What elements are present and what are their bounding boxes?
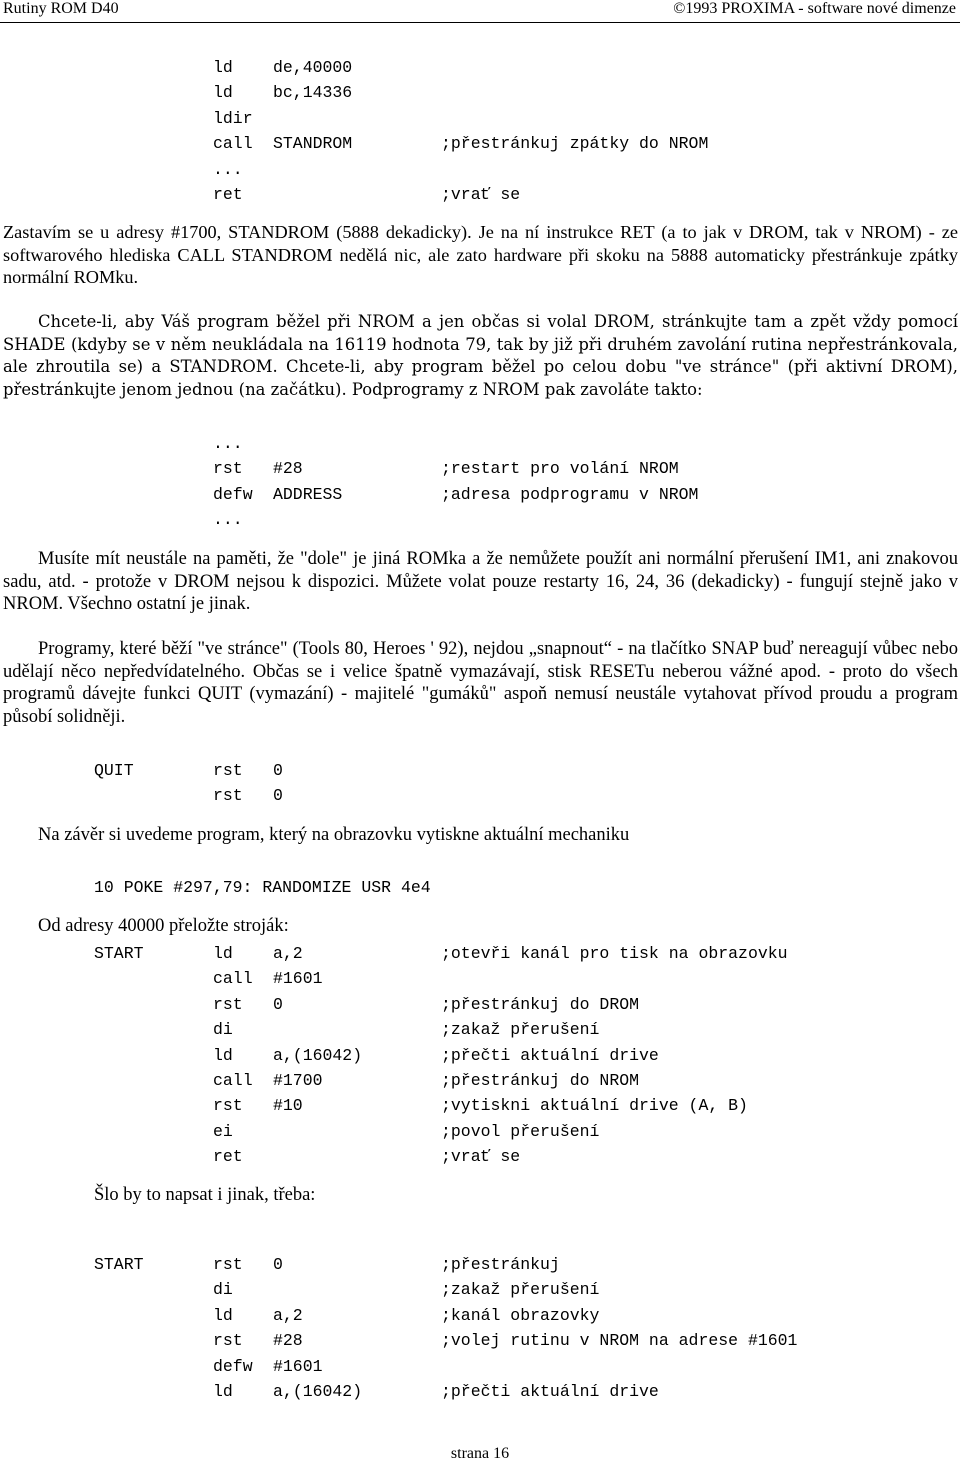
code-mnemonic: ...	[213, 510, 243, 530]
code-operand: a,(16042)	[273, 1045, 363, 1065]
page-header	[0, 0, 960, 23]
code-comment: ;povol přerušení	[441, 1121, 600, 1141]
code-line	[0, 55, 960, 80]
paragraph-2: Chcete-li, aby Váš program běžel při NROM a jen občas si volal DROM, stránkujte tam a zpět vždy pomocí SHADE (kdyby se v něm neukládala na 16119 hodnota 79, tak by již při druhém zavolání rutina nepřestránkovala, ale zhroutila se) a STANDROM. Chcete-li, aby program běžel po celou dobu "ve stránce" (při aktivní DROM), přestránkujte jenom jednou (na začátku). Podprogramy z NROM pak zavoláte takto:	[3, 312, 958, 400]
code-label: START	[94, 944, 144, 963]
code-label: QUIT	[94, 761, 134, 780]
paragraph-6: Od adresy 40000 přeložte stroják:	[38, 916, 289, 936]
code-block-5	[0, 1252, 960, 1404]
code-operand: #28	[273, 1331, 303, 1351]
code-line	[0, 1093, 960, 1118]
code-line	[0, 106, 960, 131]
code-mnemonic: ld	[213, 1381, 233, 1401]
code-mnemonic: ldir	[213, 108, 253, 128]
code-line	[0, 758, 960, 783]
code-mnemonic: rst	[213, 786, 243, 806]
code-mnemonic: ret	[213, 184, 243, 204]
code-comment: ;kanál obrazovky	[441, 1305, 600, 1325]
code-operand: a,(16042)	[273, 1381, 363, 1401]
code-label: START	[94, 1255, 144, 1274]
code-mnemonic: defw	[213, 484, 253, 504]
code-operand: #1601	[273, 969, 323, 989]
code-mnemonic: ei	[213, 1121, 233, 1141]
code-comment: ;přestránkuj	[441, 1255, 560, 1274]
code-mnemonic: rst	[213, 459, 243, 479]
code-line	[0, 783, 960, 808]
code-line	[0, 1043, 960, 1068]
code-comment: ;přestránkuj do NROM	[441, 1070, 640, 1090]
code-line	[0, 1017, 960, 1042]
code-operand: a,2	[273, 944, 303, 963]
code-comment: ;zakaž přerušení	[441, 1020, 600, 1040]
code-operand: STANDROM	[273, 134, 353, 154]
code-operand: #1601	[273, 1356, 323, 1376]
code-line	[0, 1068, 960, 1093]
header-copyright: ©1993 PROXIMA - software nové dimenze	[673, 0, 956, 17]
code-line	[0, 1144, 960, 1169]
paragraph-1: Zastavím se u adresy #1700, STANDROM (5888 dekadicky). Je na ní instrukce RET (a to jak v DROM, tak v NROM) - ze softwarového hlediska CALL STANDROM nedělá nic, ale zato hardware při skoku na 5888 automaticky přestránkuje zpátky normální ROMku.	[3, 222, 958, 288]
code-line	[0, 966, 960, 991]
code-operand: #1700	[273, 1070, 323, 1090]
code-line	[0, 131, 960, 156]
code-mnemonic: ld	[213, 944, 233, 963]
code-comment: ;přečti aktuální drive	[441, 1381, 659, 1401]
code-block-4	[0, 941, 960, 1170]
code-line	[0, 992, 960, 1017]
code-operand: bc,14336	[273, 83, 353, 103]
code-line	[0, 941, 960, 966]
paragraph-4: Programy, které běží "ve stránce" (Tools 80, Heroes ' 92), nejdou „snapnout“ - na tlačítko SNAP buď nereagují vůbec nebo udělají něco nepředvídatelného. Občas se i velice špatně vymazávají, stisk RESETu neberou vážné apod. - proto do všech programů dávejte funkci QUIT (vymazání) - majitelé "gumáků" aspoň nemusí neustále vytahovat přívod proudu a program působí solidněji.	[3, 639, 958, 727]
code-operand: 0	[273, 761, 283, 780]
code-mnemonic: rst	[213, 761, 243, 780]
code-mnemonic: rst	[213, 994, 243, 1014]
code-comment: ;vrať se	[441, 184, 521, 204]
code-operand: #28	[273, 459, 303, 479]
code-line	[0, 1303, 960, 1328]
code-block-2	[0, 431, 960, 533]
code-line	[0, 1379, 960, 1404]
code-operand: de,40000	[273, 58, 353, 77]
code-line	[0, 431, 960, 456]
code-comment: ;zakaž přerušení	[441, 1280, 600, 1300]
code-comment: ;otevři kanál pro tisk na obrazovku	[441, 944, 788, 963]
code-line	[0, 482, 960, 507]
code-operand: #10	[273, 1096, 303, 1116]
code-line	[0, 507, 960, 532]
code-mnemonic: ld	[213, 83, 233, 103]
code-line	[0, 1277, 960, 1302]
code-mnemonic: ld	[213, 58, 233, 77]
code-operand: 0	[273, 786, 283, 806]
code-mnemonic: defw	[213, 1356, 253, 1376]
code-line	[0, 80, 960, 105]
header-title: Rutiny ROM D40	[3, 0, 119, 17]
code-comment: ;adresa podprogramu v NROM	[441, 484, 699, 504]
code-line	[0, 1252, 960, 1277]
code-comment: ;přečti aktuální drive	[441, 1045, 659, 1065]
code-mnemonic: rst	[213, 1096, 243, 1116]
code-mnemonic: di	[213, 1020, 233, 1040]
code-mnemonic: call	[213, 134, 253, 154]
code-mnemonic: call	[213, 969, 253, 989]
code-mnemonic: ld	[213, 1045, 233, 1065]
code-line	[0, 157, 960, 182]
code-mnemonic: ...	[213, 159, 243, 179]
code-operand: a,2	[273, 1305, 303, 1325]
code-line	[0, 1328, 960, 1353]
code-mnemonic: ret	[213, 1147, 243, 1167]
code-mnemonic: rst	[213, 1255, 243, 1274]
code-mnemonic: call	[213, 1070, 253, 1090]
code-operand: 0	[273, 994, 283, 1014]
paragraph-5: Na závěr si uvedeme program, který na obrazovku vytiskne aktuální mechaniku	[38, 825, 630, 845]
code-comment: ;přestránkuj do DROM	[441, 994, 640, 1014]
code-line	[0, 182, 960, 207]
code-line	[0, 456, 960, 481]
code-mnemonic: rst	[213, 1331, 243, 1351]
code-mnemonic: ...	[213, 434, 243, 453]
basic-line: 10 POKE #297,79: RANDOMIZE USR 4e4	[94, 878, 431, 897]
code-mnemonic: di	[213, 1280, 233, 1300]
code-block-1	[0, 55, 960, 207]
code-mnemonic: ld	[213, 1305, 233, 1325]
code-block-3	[0, 758, 960, 809]
code-comment: ;přestránkuj zpátky do NROM	[441, 134, 709, 154]
paragraph-7: Šlo by to napsat i jinak, třeba:	[94, 1185, 316, 1205]
code-line	[0, 1119, 960, 1144]
code-operand: 0	[273, 1255, 283, 1274]
code-comment: ;restart pro volání NROM	[441, 459, 679, 479]
code-comment: ;vytiskni aktuální drive (A, B)	[441, 1096, 748, 1116]
paragraph-3: Musíte mít neustále na paměti, že "dole" je jiná ROMka a že nemůžete použít ani normální přerušení IM1, ani znakovou sadu, atd. - protože v DROM nejsou k dispozici. Můžete volat pouze restarty 16, 24, 36 (dekadicky) - fungují stejně jako v NROM. Všechno ostatní je jinak.	[3, 549, 958, 615]
code-line	[0, 1354, 960, 1379]
code-operand: ADDRESS	[273, 484, 343, 504]
code-comment: ;volej rutinu v NROM na adrese #1601	[441, 1331, 798, 1351]
code-comment: ;vrať se	[441, 1147, 521, 1167]
page-number: strana 16	[450, 1445, 510, 1462]
